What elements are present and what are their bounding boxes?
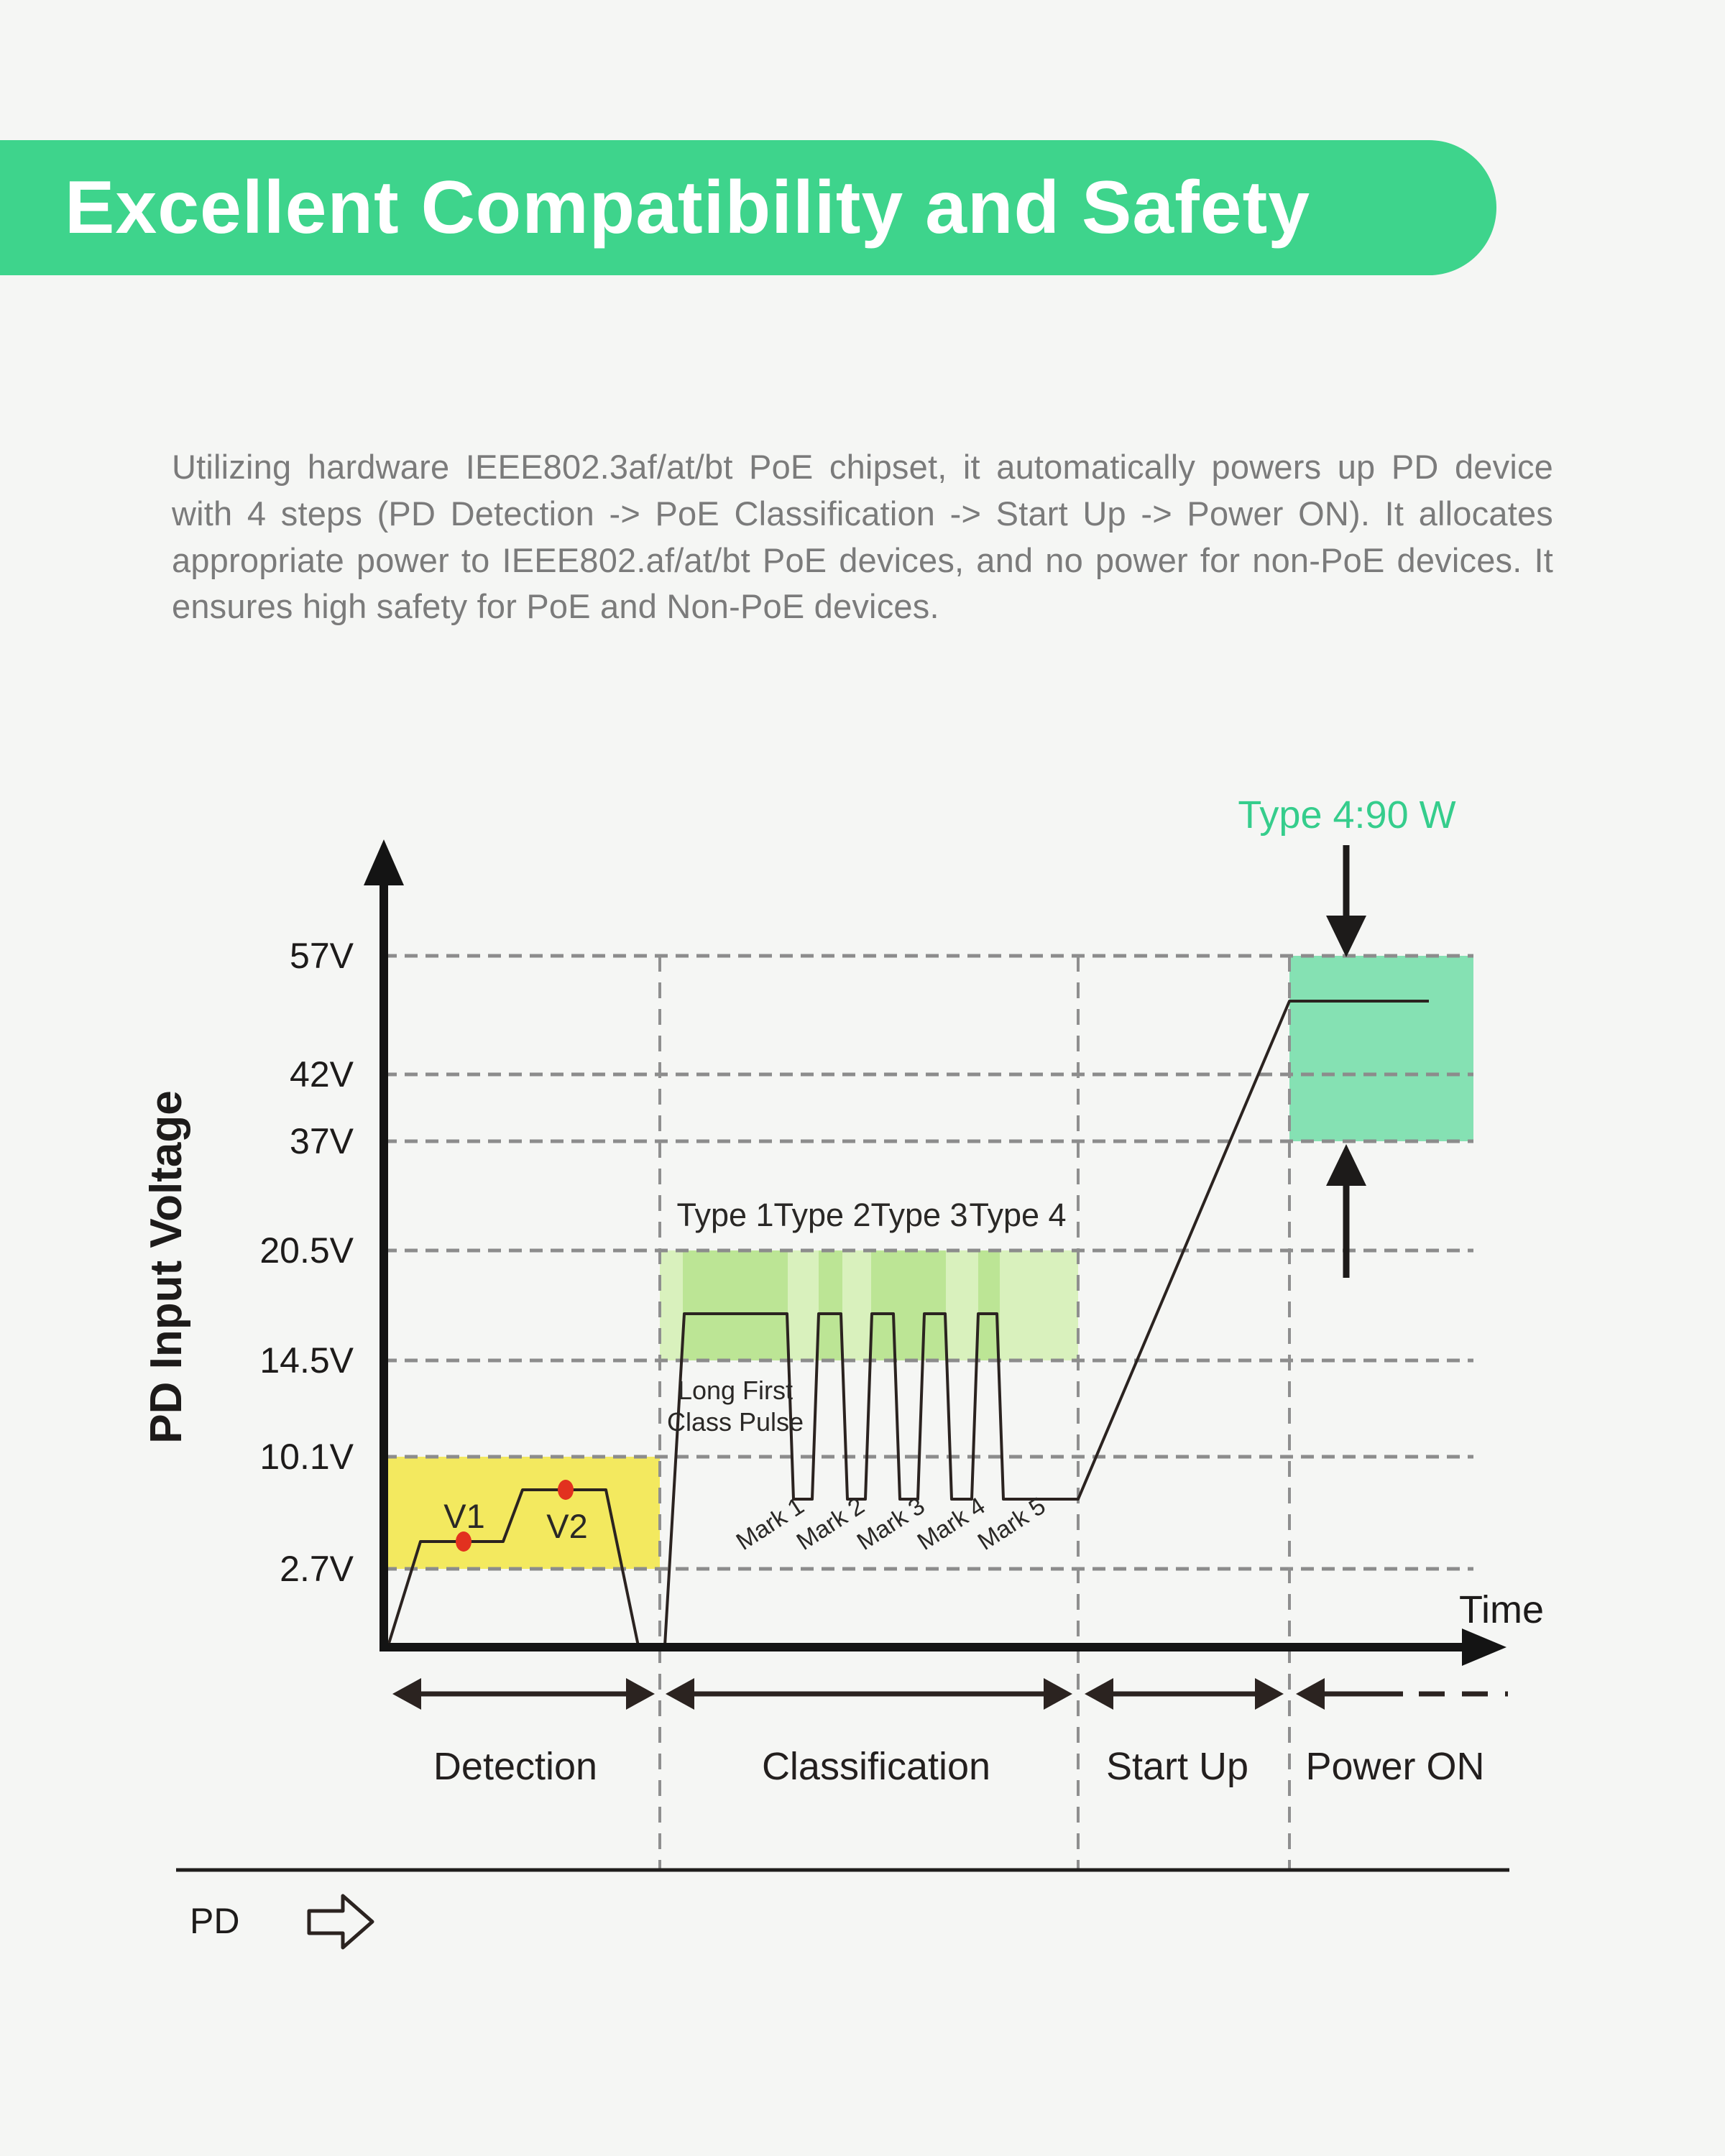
arrow-right-icon [1255,1678,1284,1710]
y-axis-title: PD Input Voltage [142,1090,191,1444]
phase-span-arrows [392,1678,1508,1710]
mark-label: Mark 5 [972,1492,1051,1556]
power-rise-arrow [1326,1144,1366,1278]
y-tick-label: 2.7V [280,1549,354,1589]
intro-paragraph: Utilizing hardware IEEE802.3af/at/bt PoE chipset, it automatically powers up PD device with 4 steps (PD Detection -> PoE Classification -> Start Up -> Power ON). It allocates appropriate power to IEEE802.af/at/bt PoE devices, and no power for non-PoE devices. It ensures high safety for PoE and Non-PoE devices. [172,448,1553,626]
mark-label: Mark 3 [852,1492,930,1556]
pulse-note-line1: Long First [677,1376,794,1405]
power-drop-arrow [1326,845,1366,957]
classification-stripe [871,1250,946,1360]
arrow-left-icon [392,1678,421,1710]
y-tick-label: 14.5V [259,1340,354,1381]
arrow-left-icon [1085,1678,1113,1710]
type-label: Type 2 [773,1197,871,1233]
mark-label: Mark 4 [912,1492,990,1556]
type-label: Type 3 [870,1197,968,1233]
page-title: Excellent Compatibility and Safety [65,165,1311,249]
x-axis-arrowhead-icon [1462,1628,1506,1666]
x-axis-title: Time [1459,1588,1544,1631]
v1-label: V1 [443,1497,485,1535]
y-tick-label: 57V [290,936,354,976]
y-tick-label: 10.1V [259,1437,354,1477]
mark-label: Mark 2 [791,1492,870,1556]
v2-label: V2 [546,1507,588,1545]
phase-label: Start Up [1105,1745,1249,1788]
arrow-left-icon [1296,1678,1325,1710]
y-tick-label: 20.5V [259,1230,354,1271]
pd-label: PD [190,1901,240,1941]
type-label: Type 4 [969,1197,1067,1233]
y-axis-arrowhead-icon [364,839,404,885]
pulse-note-line2: Class Pulse [666,1407,804,1437]
arrow-left-icon [666,1678,694,1710]
v2-point [558,1480,574,1500]
pd-flow-arrow-icon [309,1896,372,1948]
phase-label: Detection [433,1745,598,1788]
phase-label: Classification [761,1745,991,1788]
mark-label: Mark 1 [731,1492,809,1556]
arrow-right-icon [626,1678,655,1710]
arrow-right-icon [1044,1678,1072,1710]
power-type-label: Type 4:90 W [1238,793,1456,837]
phase-label: Power ON [1305,1745,1485,1788]
arrow-down-icon [1326,916,1366,957]
y-tick-label: 42V [290,1054,354,1095]
y-tick-label: 37V [290,1121,354,1161]
arrow-up-icon [1326,1144,1366,1186]
power-window-rect [1289,956,1473,1141]
classification-stripe [683,1250,788,1360]
classification-stripe [819,1250,842,1360]
type-label: Type 1 [676,1197,774,1233]
